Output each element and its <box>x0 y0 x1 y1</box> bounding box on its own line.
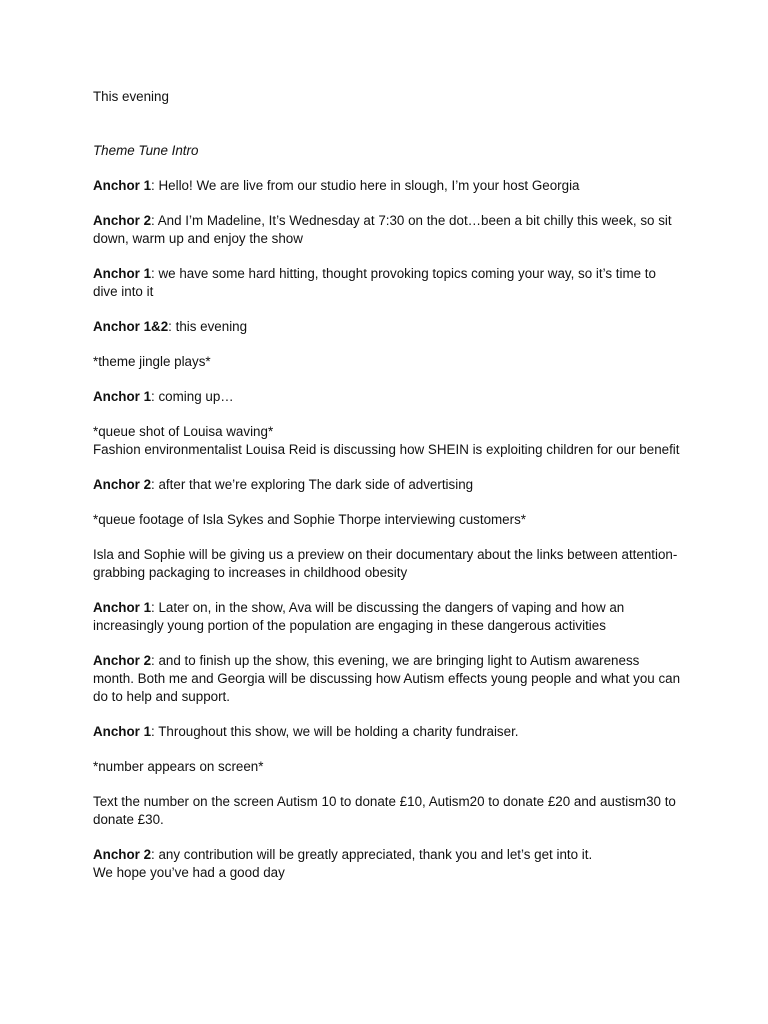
donation-text: Text the number on the screen Autism 10 to donate £10, Autism20 to donate £20 and austism30 to donate £30. <box>93 794 676 827</box>
stage-direction-louisa: *queue shot of Louisa waving* <box>93 424 274 439</box>
line-text: : And I’m Madeline, It’s Wednesday at 7:30 on the dot…been a bit chilly this week, so sit down, warm up and enjoy the show <box>93 213 672 246</box>
line-anchor1-topics <box>93 265 683 301</box>
speaker-label: Anchor 1&2 <box>93 319 169 334</box>
speaker-label: Anchor 2 <box>93 847 152 862</box>
line-text: : Throughout this show, we will be holding a charity fundraiser. <box>151 724 519 739</box>
speaker-label: Anchor 2 <box>93 213 152 228</box>
stage-direction-footage: *queue footage of Isla Sykes and Sophie Thorpe interviewing customers* <box>93 512 526 527</box>
line-text: : after that we’re exploring The dark side of advertising <box>151 477 474 492</box>
line-anchor12-this-evening <box>93 318 683 336</box>
line-text: : Hello! We are live from our studio here in slough, I’m your host Georgia <box>151 178 580 193</box>
line-anchor1-greeting <box>93 177 683 195</box>
line-text: : Later on, in the show, Ava will be discussing the dangers of vaping and how an increasingly young portion of the population are engaging in these dangerous activities <box>93 600 625 633</box>
line-anchor1-vaping <box>93 599 683 635</box>
closing-text: We hope you’ve had a good day <box>93 865 285 880</box>
speaker-label: Anchor 1 <box>93 178 152 193</box>
speaker-label: Anchor 1 <box>93 266 152 281</box>
theme-tune-intro: Theme Tune Intro <box>93 143 199 158</box>
speaker-label: Anchor 2 <box>93 477 152 492</box>
speaker-label: Anchor 2 <box>93 653 152 668</box>
line-text: : any contribution will be greatly appreciated, thank you and let’s get into it. <box>151 847 593 862</box>
line-anchor2-closing <box>93 846 683 864</box>
documentary-text: Isla and Sophie will be giving us a preview on their documentary about the links between attention-grabbing packaging to increases in childhood obesity <box>93 547 678 580</box>
script-page <box>93 88 683 882</box>
document-title: This evening <box>93 89 169 104</box>
speaker-label: Anchor 1 <box>93 724 152 739</box>
louisa-segment-text: Fashion environmentalist Louisa Reid is discussing how SHEIN is exploiting children for our benefit <box>93 442 680 457</box>
line-anchor2-intro <box>93 212 683 248</box>
line-text: : we have some hard hitting, thought provoking topics coming your way, so it’s time to dive into it <box>93 266 656 299</box>
line-anchor1-fundraiser <box>93 723 683 741</box>
line-anchor1-coming-up <box>93 388 683 406</box>
stage-direction-number: *number appears on screen* <box>93 759 264 774</box>
speaker-label: Anchor 1 <box>93 389 152 404</box>
speaker-label: Anchor 1 <box>93 600 152 615</box>
stage-direction-jingle: *theme jingle plays* <box>93 354 211 369</box>
line-text: : and to finish up the show, this evening, we are bringing light to Autism awareness month. Both me and Georgia will be discussing how Autism effects young people and what you can do to help and support. <box>93 653 681 704</box>
line-anchor2-advertising <box>93 476 683 494</box>
line-text: : this evening <box>168 319 248 334</box>
line-anchor2-autism <box>93 652 683 706</box>
line-text: : coming up… <box>151 389 234 404</box>
